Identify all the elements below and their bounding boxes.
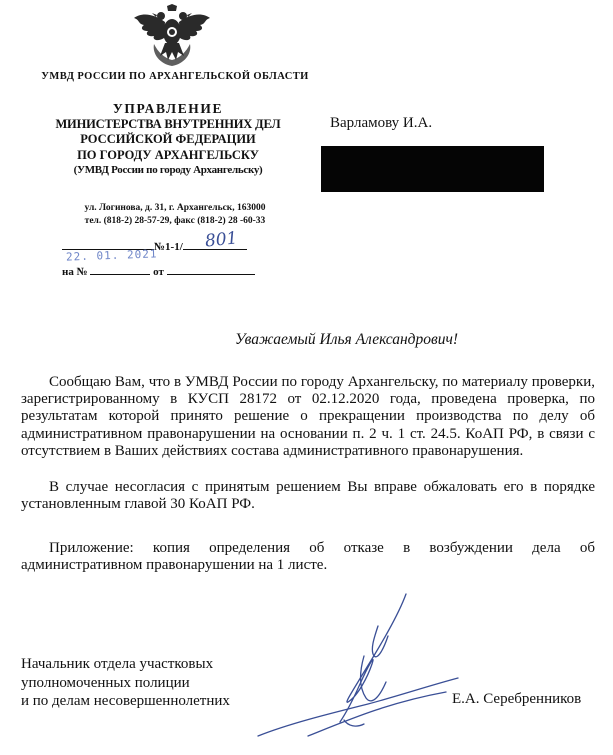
eagle-emblem-icon bbox=[132, 4, 212, 70]
signatory-title-line: и по делам несовершеннолетних bbox=[21, 693, 230, 709]
postal-address: ул. Логинова, д. 31, г. Архангельск, 163000 bbox=[84, 203, 266, 213]
department-line: УПРАВЛЕНИЕ bbox=[112, 101, 224, 116]
body-paragraph: В случае несогласия с принятым решением Вы вправе обжаловать его в порядке установленным главой 30 КоАП РФ. bbox=[21, 479, 595, 513]
reply-number-blank bbox=[90, 263, 150, 275]
phone-fax: тел. (818-2) 28-57-29, факс (818-2) 28 -60-33 bbox=[84, 216, 266, 226]
greeting: Уважаемый Илья Александрович! bbox=[234, 331, 459, 348]
department-line: РОССИЙСКОЙ ФЕДЕРАЦИИ bbox=[80, 132, 256, 146]
reply-reference-line bbox=[62, 263, 255, 278]
date-stamp: 22. 01. 2021 bbox=[65, 247, 158, 264]
signatory-title-line: Начальник отдела участковых bbox=[21, 656, 214, 672]
department-short-name: (УМВД России по городу Архангельску) bbox=[73, 164, 263, 176]
reply-prefix: на № bbox=[62, 266, 88, 278]
department-block bbox=[38, 101, 298, 179]
reply-date-blank bbox=[167, 263, 255, 275]
handwritten-number: 801 bbox=[204, 228, 239, 252]
redacted-address bbox=[321, 146, 544, 192]
address-block bbox=[50, 202, 300, 228]
registration-prefix: №1-1/ bbox=[154, 241, 183, 253]
reply-from-label: от bbox=[153, 266, 164, 278]
recipient-name: Варламову И.А. bbox=[330, 115, 433, 131]
signatory-title bbox=[21, 655, 230, 711]
attachment-paragraph: Приложение: копия определения об отказе в возбуждении дела об административном правонарушении на 1 листе. bbox=[21, 540, 595, 574]
department-line: МИНИСТЕРСТВА ВНУТРЕННИХ ДЕЛ bbox=[55, 116, 281, 131]
signatory-name: Е.А. Серебренников bbox=[452, 691, 582, 707]
body-paragraph: Сообщаю Вам, что в УМВД России по городу Архангельску, по материалу проверки, зарегистрированному в КУСП 28172 от 02.12.2020 года, проведена проверка, по результатам которой принято решение о прекращении производства по делу об административном правонарушении на основании п. 2 ч. 1 ст. 24.5. КоАП РФ, в связи с отсутствием в Ваших действиях состава административного правонарушения. bbox=[21, 374, 595, 459]
handwritten-signature-icon bbox=[248, 586, 478, 746]
signatory-title-line: уполномоченных полиции bbox=[21, 674, 190, 691]
department-line: ПО ГОРОДУ АРХАНГЕЛЬСКУ bbox=[77, 147, 259, 162]
ministry-header: УМВД РОССИИ ПО АРХАНГЕЛЬСКОЙ ОБЛАСТИ bbox=[41, 71, 309, 82]
